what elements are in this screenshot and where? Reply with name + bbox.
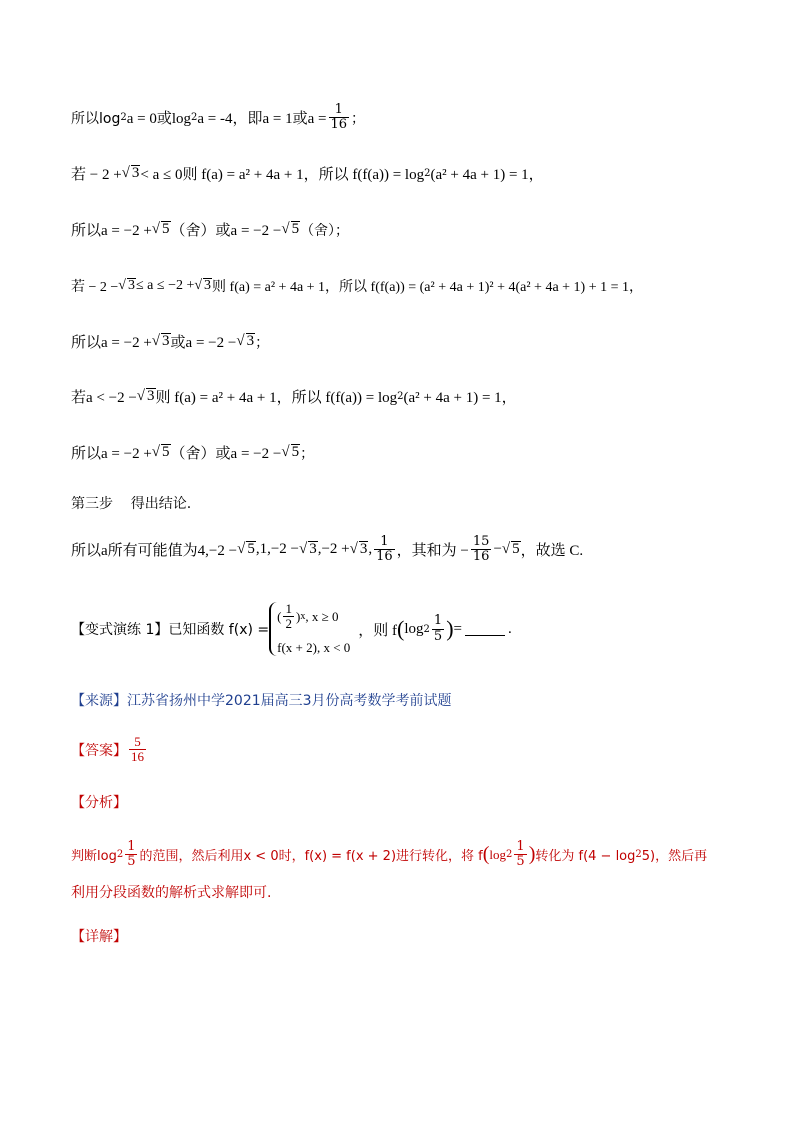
fraction	[432, 614, 444, 644]
piecewise-cases: ( $\frac{1}{2}$ ) x , x ≥ 0 f(x + 2), x < 0	[269, 602, 350, 656]
denominator: 16	[376, 549, 393, 565]
analysis-line-2	[71, 882, 744, 902]
text: 若a < −2 −	[71, 390, 137, 406]
sqrt-radicand: 3	[246, 333, 255, 350]
detail-heading	[71, 926, 744, 946]
analysis-line-1: 判断log 2 $\frac{1}{5}$ 的范围，然后利用x < 0时，f(x) = f(x + 2)进行转化，将 f ( log 2 $\frac{1}{5}$ ) 转化为 f(4 − log 2 5)，然后再	[71, 839, 708, 870]
text: < a ≤ 0则 f(a) = a² + 4a + 1，所以 f(f(a)) = log	[140, 167, 425, 183]
text: ,1,−2 −	[255, 541, 299, 558]
fraction	[374, 535, 395, 565]
fraction	[125, 840, 137, 870]
text: ；	[255, 334, 270, 351]
subscript: 2	[506, 849, 513, 861]
denominator: 16	[131, 749, 144, 765]
sqrt-radicand: 3	[309, 541, 317, 558]
denominator: 5	[516, 854, 525, 870]
sqrt-radicand: 5	[247, 541, 255, 558]
text: 转化为 f(4 − log	[535, 849, 636, 865]
solution-line-1	[71, 103, 744, 133]
text: 若 − 2 −	[71, 280, 119, 295]
text: =	[453, 620, 462, 637]
text: 则 f(a) = a² + 4a + 1，所以 f(f(a)) = log	[155, 390, 398, 406]
text: log	[404, 620, 424, 637]
text: (a² + 4a + 1) = 1，	[403, 390, 517, 406]
analysis-heading	[71, 792, 744, 812]
solution-line-4: 若 − 2 − √ 3 ≤ a ≤ −2 + √ 3 则 f(a) = a² + 4a + 1，所以 f(f(a)) = (a² + 4a + 1)² + 4(a² + 4a + 1) + 1 = 1，	[71, 278, 644, 295]
text: −	[493, 541, 502, 558]
fraction	[283, 602, 294, 632]
exercise-question: 【变式演练 1】已知函数 f(x) = ( $\frac{1}{2}$ ) x , x ≥ 0 f(x + 2), x < 0 ，则 f ( log 2 $\frac{1}{5}$ ) = .	[71, 601, 512, 655]
fraction	[514, 840, 526, 870]
answer-label: 【答案】	[71, 742, 127, 759]
solution-line-5: 所以a = −2 + √ 3 或a = −2 − √ 3 ；	[71, 333, 270, 351]
analysis-label: 【分析】	[71, 795, 127, 811]
text: ；	[351, 110, 366, 127]
text: .	[508, 620, 512, 637]
sqrt-radicand: 5	[162, 444, 170, 461]
text: ；	[300, 445, 315, 462]
text: ，其和为 −	[396, 543, 469, 560]
piecewise-function	[269, 602, 350, 656]
sqrt-radicand: 3	[127, 278, 135, 294]
subscript: 2	[635, 849, 642, 861]
detail-label: 【详解】	[71, 929, 127, 945]
numerator: 5	[134, 734, 141, 749]
subscript: 2	[191, 112, 198, 124]
text: (a² + 4a + 1) = 1，	[430, 167, 544, 183]
condition: , x ≥ 0	[305, 608, 339, 624]
solution-line-3: 所以a = −2 + √ 5 （舍）或a = −2 − √ 5 （舍）；	[71, 221, 350, 239]
subscript: 2	[116, 849, 124, 861]
sqrt-radicand: 3	[162, 333, 170, 350]
sqrt-radicand: 5	[291, 444, 300, 461]
numerator: 1	[380, 534, 389, 549]
text: 第三步 得出结论.	[71, 496, 192, 512]
text: ,	[368, 541, 373, 558]
subscript: 2	[424, 168, 431, 179]
text: ，故选 C.	[520, 543, 584, 560]
text: 5)，然后再	[641, 849, 708, 865]
text: （舍）；	[300, 222, 350, 239]
numerator: 1	[285, 601, 292, 616]
text: ,−2 +	[317, 541, 350, 558]
text: 则 f(a) = a² + 4a + 1，所以 f(f(a)) = (a² + 4a + 1)² + 4(a² + 4a + 1) + 1 = 1，	[212, 280, 644, 295]
text: 的范围，然后利用x < 0时，f(x) = f(x + 2)进行转化，将 f	[139, 849, 483, 865]
denominator: 16	[472, 549, 490, 565]
sqrt-radicand: 3	[359, 541, 368, 558]
subscript: 2	[397, 391, 404, 402]
solution-line-6: 若a < −2 − √ 3 则 f(a) = a² + 4a + 1，所以 f(f(a)) = log 2 (a² + 4a + 1) = 1，	[71, 388, 517, 406]
fraction	[471, 535, 492, 565]
exercise-label: 【变式演练 1】已知函数 f(x) =	[71, 622, 270, 638]
denominator: 5	[433, 628, 443, 644]
numerator: 1	[516, 839, 525, 854]
text: 利用分段函数的解析式求解即可.	[71, 885, 272, 901]
text: 所以a = −2 +	[71, 335, 152, 351]
sqrt-radicand: 3	[131, 165, 140, 182]
step-three-heading	[71, 493, 744, 513]
denominator: 2	[285, 616, 292, 632]
text: 所以log	[71, 110, 121, 127]
sqrt-radicand: 5	[162, 221, 170, 238]
text: ≤ a ≤ −2 +	[135, 278, 195, 293]
numerator: 1	[433, 613, 443, 629]
text: log	[489, 846, 507, 862]
subscript: 2	[423, 623, 430, 635]
answer-fraction	[129, 735, 146, 765]
solution-line-2: 若 − 2 + √ 3 < a ≤ 0则 f(a) = a² + 4a + 1，所以 f(f(a)) = log 2 (a² + 4a + 1) = 1，	[71, 165, 544, 183]
source-label: 【来源】	[71, 693, 127, 709]
denominator: 5	[127, 854, 136, 870]
text: a = -4，即a = 1或a =	[197, 111, 327, 128]
text: （舍）或a = −2 −	[170, 446, 282, 462]
source-line	[71, 690, 744, 710]
text: 所以a = −2 +	[71, 446, 152, 462]
numerator: 1	[127, 839, 136, 854]
answer-line	[71, 735, 744, 765]
text: 判断log	[71, 849, 117, 865]
fraction	[329, 103, 350, 133]
sqrt-radicand: 5	[512, 541, 520, 558]
sqrt-radicand: 3	[147, 388, 155, 405]
sqrt-radicand: 5	[291, 221, 300, 238]
answer-blank	[465, 623, 505, 636]
numerator: 15	[472, 534, 490, 549]
text: 所以a = −2 +	[71, 223, 152, 239]
denominator: 16	[330, 117, 348, 133]
text: a = 0或log	[126, 111, 192, 128]
source-text: 江苏省扬州中学2021届高三3月份高考数学考前试题	[127, 693, 452, 709]
text: （舍）或a = −2 −	[170, 223, 282, 239]
text: 或a = −2 −	[170, 335, 237, 351]
case-two: f(x + 2), x < 0	[277, 640, 351, 655]
numerator: 1	[334, 102, 343, 117]
text: 所以a所有可能值为4,−2 −	[71, 543, 238, 560]
exponent: x	[300, 611, 306, 623]
subscript: 2	[120, 112, 127, 124]
text: ，则 f	[358, 622, 398, 639]
solution-line-7: 所以a = −2 + √ 5 （舍）或a = −2 − √ 5 ；	[71, 444, 315, 462]
sqrt-radicand: 3	[204, 278, 212, 294]
text: 若 − 2 +	[71, 167, 122, 183]
solution-line-9: 所以a所有可能值为4,−2 − √ 5 ,1,−2 − √ 3 ,−2 + √ 3 , $\frac{1}{16}$ ，其和为 − $\frac{15}{16}$ − √ 5 ，故选 C.	[71, 534, 584, 565]
